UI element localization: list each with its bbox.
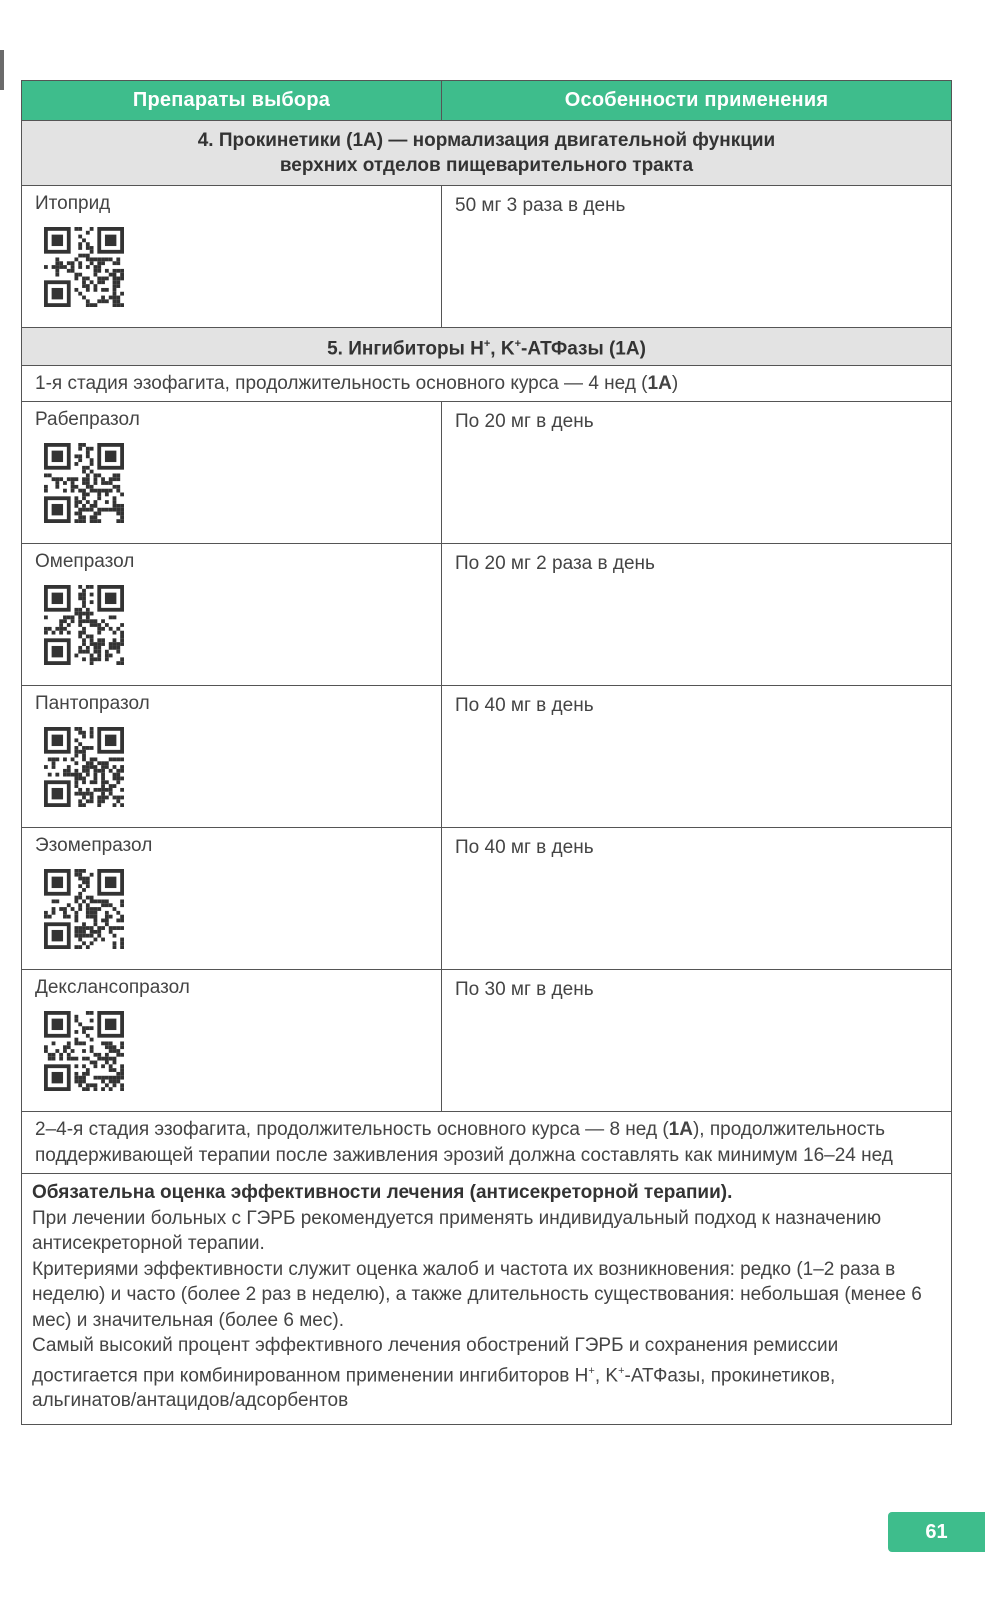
drug-dose: По 40 мг в день <box>455 837 594 858</box>
drug-name: Итоприд <box>35 193 111 214</box>
drug-dose: По 20 мг 2 раза в день <box>455 553 655 574</box>
drug-dose: 50 мг 3 раза в день <box>455 195 626 216</box>
table-row <box>22 970 951 1112</box>
info-paragraph: Самый высокий процент эффективного лечения обострений ГЭРБ и сохранения ремиссии достигается при комбинированном применении ингибиторов H+, K+-АТФазы, прокинетиков, альгинатов/антацидов/адсорбентов <box>32 1335 839 1412</box>
qr-code-icon[interactable] <box>44 585 124 665</box>
header-usage: Особенности применения <box>564 89 829 111</box>
drug-name: Рабепразол <box>35 409 140 430</box>
table-row <box>22 544 951 686</box>
info-paragraph: Критериями эффективности служит оценка жалоб и частота их возникновения: редко (1–2 раза в неделю) и часто (более 2 раз в неделю), а также длительность существования: небольшая (менее 6 мес) и значительная (более 6 мес). <box>32 1258 922 1331</box>
table-row <box>22 686 951 828</box>
stage1-note: 1-я стадия эзофагита, продолжительность основного курса — 4 нед (1A) <box>22 366 951 402</box>
qr-code-icon[interactable] <box>44 869 124 949</box>
qr-code-icon[interactable] <box>44 727 124 807</box>
info-block <box>22 1174 951 1424</box>
drug-name: Омепразол <box>35 551 135 572</box>
section-prokinetics-line2: верхних отделов пищеварительного тракта <box>279 155 694 176</box>
section-prokinetics <box>22 121 951 186</box>
stage2-note: 2–4-я стадия эзофагита, продолжительность основного курса — 8 нед (1A), продолжительность поддерживающей терапии после заживления эрозий должна составлять как минимум 16–24 нед <box>22 1112 951 1174</box>
qr-code-icon[interactable] <box>44 1011 124 1091</box>
page-number: 61 <box>888 1512 985 1552</box>
table-row <box>22 828 951 970</box>
section-prokinetics-line1: 4. Прокинетики (1А) — нормализация двигательной функции <box>197 130 776 151</box>
info-row <box>22 1174 951 1425</box>
info-title: Обязательна оценка эффективности лечения (антисекреторной терапии). <box>32 1182 733 1203</box>
page-edge-mark <box>0 50 4 90</box>
header-drugs: Препараты выбора <box>22 81 442 120</box>
drug-name: Эзомепразол <box>35 835 153 856</box>
table-row <box>22 402 951 544</box>
qr-code-icon[interactable] <box>44 227 124 307</box>
info-paragraph: При лечении больных с ГЭРБ рекомендуется применять индивидуальный подход к назначению антисекреторной терапии. <box>32 1207 882 1254</box>
drug-dose: По 40 мг в день <box>455 695 594 716</box>
drug-name: Пантопразол <box>35 693 150 714</box>
qr-code-icon[interactable] <box>44 443 124 523</box>
drug-table <box>21 80 952 1425</box>
table-header <box>22 81 951 121</box>
section-ppi <box>22 328 951 366</box>
table-row <box>22 186 951 328</box>
drug-dose: По 30 мг в день <box>455 979 594 1000</box>
drug-name: Декслансопразол <box>35 977 190 998</box>
section-ppi-title: 5. Ингибиторы H+, K+-АТФазы (1А) <box>327 337 646 360</box>
drug-dose: По 20 мг в день <box>455 411 594 432</box>
